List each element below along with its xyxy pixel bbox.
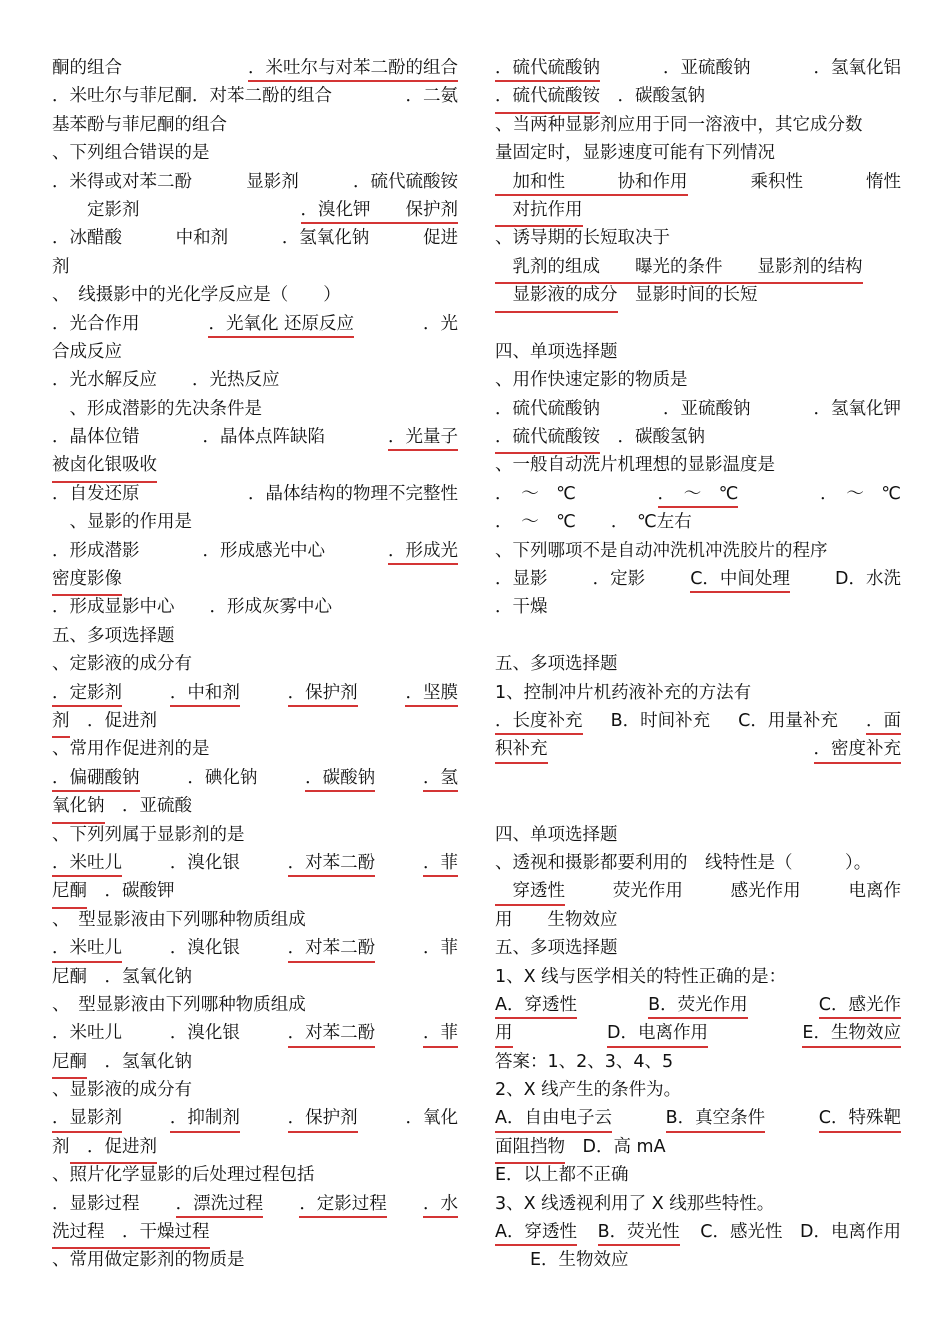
text-segment: ．亚硫酸 <box>104 796 192 817</box>
answer-underlined: ．对苯二酚 <box>288 934 376 962</box>
text-segment: ．亚硫酸钠 <box>663 58 751 78</box>
text-line <box>495 537 901 565</box>
text-line <box>495 451 901 479</box>
text-line <box>495 707 901 735</box>
text-segment: 五、多项选择题 <box>495 938 618 959</box>
text-line <box>52 1076 458 1104</box>
text-line <box>52 395 458 423</box>
text-segment: ．氢氧化钠 <box>87 966 192 987</box>
answer-underlined: ．定影过程 <box>299 1190 387 1218</box>
text-segment: 、定影液的成分有 <box>52 654 192 675</box>
answer-underlined: 尼酮 <box>52 1048 87 1079</box>
answer-underlined: D．电离作用 <box>607 1019 708 1047</box>
answer-underlined: ．坚膜 <box>405 679 458 707</box>
answer-underlined: C．特殊靶 <box>819 1104 901 1132</box>
text-segment: ．米得或对苯二酚 <box>52 171 192 192</box>
text-segment: ．硫代硫酸铵 <box>353 171 458 192</box>
text-segment: 答案：1、2、3、4、5 <box>495 1051 674 1072</box>
text-line <box>52 1190 458 1218</box>
text-line <box>495 54 901 82</box>
text-line <box>52 877 458 905</box>
text-line <box>52 1104 458 1132</box>
text-segment: ．显影 <box>495 569 548 590</box>
answer-underlined: ．光量子 <box>388 423 458 451</box>
text-line <box>495 196 901 224</box>
text-line <box>52 1019 458 1047</box>
answer-underlined: ． ～ ℃ <box>658 480 739 508</box>
text-segment: 、下列组合错误的是 <box>52 143 210 164</box>
text-segment: ．菲 <box>422 938 458 959</box>
text-line <box>495 423 901 451</box>
answer-underlined: 用 <box>495 1019 513 1047</box>
text-line <box>495 821 901 849</box>
text-line <box>495 168 901 196</box>
text-segment: D．水洗 <box>835 569 901 590</box>
text-segment: 显影时间的长短 <box>617 285 758 306</box>
answer-underlined: ．菲 <box>423 1019 458 1047</box>
text-line <box>52 1246 458 1274</box>
answer-underlined: E．生物效应 <box>802 1019 901 1047</box>
text-segment: ．光合作用 <box>52 313 140 334</box>
answer-underlined: ．对苯二酚 <box>288 1019 376 1047</box>
text-segment: 、下列哪项不是自动冲洗机冲洗胶片的程序 <box>495 540 828 561</box>
text-line <box>495 508 901 536</box>
text-segment: 用 生物效应 <box>495 909 618 930</box>
text-segment: ．氧化 <box>405 1108 458 1129</box>
text-segment: E．以上都不正确 <box>495 1165 629 1186</box>
text-segment: E．生物效应 <box>495 1250 629 1271</box>
answer-underlined: ．硫代硫酸铵 <box>495 423 600 454</box>
text-segment: ．形成显影中心 ．形成灰雾中心 <box>52 597 332 618</box>
text-segment: 荧光作用 <box>612 881 683 902</box>
text-line <box>495 877 901 905</box>
text-line <box>52 366 458 394</box>
answer-underlined: ．抑制剂 <box>170 1104 240 1132</box>
text-segment: ．自发还原 <box>52 483 140 504</box>
text-segment: ． ～ ℃ <box>495 512 576 533</box>
text-segment: 、 型显影液由下列哪种物质组成 <box>52 909 306 930</box>
text-line <box>52 451 458 479</box>
text-line <box>495 1218 901 1246</box>
text-line <box>52 508 458 536</box>
text-segment: 酮的组合 <box>52 58 122 78</box>
text-line <box>52 224 458 252</box>
text-line <box>495 1133 901 1161</box>
answer-underlined: B．荧光性 <box>598 1218 680 1246</box>
text-segment: 、下列列属于显影剂的是 <box>52 824 245 845</box>
text-line <box>52 253 458 281</box>
text-segment: ．米吐尔与菲尼酮．对苯二酚的组合 <box>52 86 332 107</box>
answer-underlined: ．密度补充 <box>814 735 902 763</box>
text-line <box>52 906 458 934</box>
text-segment: 尼酮 <box>52 966 87 987</box>
text-segment: ．亚硫酸钠 <box>663 398 751 419</box>
text-segment: 、一般自动洗片机理想的显影温度是 <box>495 455 775 476</box>
text-line <box>52 1133 458 1161</box>
blank-line <box>495 792 901 820</box>
answer-underlined: 被卤化银吸收 <box>52 451 157 482</box>
text-line <box>495 224 901 252</box>
text-line <box>52 168 458 196</box>
text-segment: 四、单项选择题 <box>495 824 618 845</box>
text-line <box>495 82 901 110</box>
text-segment: ．氢氧化铝 <box>813 58 901 78</box>
answer-underlined: 穿透性 <box>495 877 565 905</box>
text-segment: 2、X 线产生的条件为。 <box>495 1080 682 1101</box>
text-segment: 剂 <box>52 256 70 277</box>
answer-underlined: 尼酮 <box>52 877 87 908</box>
text-segment: ．显影过程 <box>52 1193 140 1214</box>
text-line <box>495 1161 901 1189</box>
text-line <box>495 281 901 309</box>
text-segment: ． ～ ℃ <box>495 483 576 504</box>
text-line <box>495 1019 901 1047</box>
answer-underlined: ．溴化钾 保护剂 <box>301 196 459 224</box>
text-line <box>52 934 458 962</box>
text-line <box>495 1104 901 1132</box>
text-line <box>495 111 901 139</box>
answer-underlined: ．形成光 <box>388 537 458 565</box>
text-line <box>52 565 458 593</box>
text-segment: ．溴化银 <box>169 852 240 873</box>
text-line <box>495 1076 901 1104</box>
text-line <box>52 593 458 621</box>
text-segment: ．氢氧化钠 <box>281 228 370 249</box>
answer-underlined: ．定影剂 <box>52 679 122 707</box>
answer-underlined: C．中间处理 <box>690 565 790 593</box>
text-line <box>495 565 901 593</box>
text-segment: ．促进剂 <box>69 710 157 731</box>
blank-line <box>495 310 901 338</box>
text-segment: 中和剂 <box>175 228 229 249</box>
text-segment: 、形成潜影的先决条件是 <box>52 398 262 419</box>
text-segment: 、诱导期的长短取决于 <box>495 228 670 249</box>
answer-underlined: ．硫代硫酸铵 <box>495 82 600 113</box>
text-segment: ．冰醋酸 <box>52 228 122 249</box>
text-line <box>52 821 458 849</box>
text-line <box>495 934 901 962</box>
answer-underlined: ．对苯二酚 <box>288 849 376 877</box>
answer-underlined: ．偏硼酸钠 <box>52 764 140 792</box>
answer-underlined: ．菲 <box>423 849 458 877</box>
text-segment: ． ～ ℃ <box>820 483 901 504</box>
text-line <box>52 735 458 763</box>
text-segment: ． ℃左右 <box>575 512 692 533</box>
blank-line <box>495 622 901 650</box>
text-line <box>52 679 458 707</box>
answer-underlined: A．穿透性 <box>495 1218 577 1246</box>
text-line <box>495 253 901 281</box>
answer-underlined: ．米吐尔与对苯二酚的组合 <box>248 54 458 82</box>
answer-underlined: 积补充 <box>495 735 548 763</box>
text-segment: 、常用做定影剂的物质是 <box>52 1250 245 1271</box>
answer-underlined: ．长度补充 <box>495 707 583 735</box>
text-segment: ．晶体点阵缺陷 <box>202 427 325 448</box>
answer-underlined: ．保护剂 <box>288 1104 358 1132</box>
left-column <box>52 54 458 1275</box>
text-segment: 、 型显影液由下列哪种物质组成 <box>52 994 306 1015</box>
text-segment: ．溴化银 <box>169 1023 240 1044</box>
text-line <box>52 650 458 678</box>
answer-underlined: ．漂洗过程 <box>176 1190 264 1218</box>
text-segment: 四、单项选择题 <box>495 341 618 362</box>
answer-underlined: ．显影剂 <box>52 1104 122 1132</box>
text-segment: 剂 <box>52 1136 70 1157</box>
right-column <box>495 54 901 1275</box>
text-segment: ．氢氧化钾 <box>813 398 901 419</box>
text-segment: 1、X 线与医学相关的特性正确的是： <box>495 966 787 987</box>
text-line <box>52 764 458 792</box>
text-line <box>52 1048 458 1076</box>
text-segment: ．碳酸钾 <box>87 881 175 902</box>
text-line <box>52 537 458 565</box>
text-line <box>495 593 901 621</box>
answer-underlined: ．碳酸钠 <box>305 764 375 792</box>
text-segment: 、用作快速定影的物质是 <box>495 370 688 391</box>
text-line <box>495 480 901 508</box>
answer-underlined: ．干燥过程 <box>105 1218 210 1249</box>
text-segment: ．碳酸氢钠 <box>600 427 705 448</box>
text-segment: 合成反应 <box>52 341 122 362</box>
text-segment: C．感光性 D．电离作用 <box>700 1222 901 1243</box>
text-segment: 、透视和摄影都要利用的 线特性是（ ）。 <box>495 852 872 873</box>
answer-underlined: 剂 <box>52 707 70 738</box>
answer-underlined: B．荧光作用 <box>648 991 748 1019</box>
answer-underlined: ．氢 <box>423 764 458 792</box>
text-line <box>52 1161 458 1189</box>
text-segment: 、显影的作用是 <box>52 512 192 533</box>
text-line <box>495 139 901 167</box>
answer-underlined: ．面 <box>866 707 901 735</box>
text-line <box>495 650 901 678</box>
text-line <box>495 991 901 1019</box>
text-segment: 五、多项选择题 <box>495 654 618 675</box>
text-segment: ．碳酸氢钠 <box>600 86 705 107</box>
text-line <box>495 395 901 423</box>
answer-underlined: ．促进剂 <box>70 1133 158 1164</box>
text-line <box>52 849 458 877</box>
text-line <box>52 991 458 1019</box>
answer-underlined: 乳剂的组成 曝光的条件 显影剂的结构 <box>495 253 863 284</box>
text-segment: 基苯酚与菲尼酮的组合 <box>52 114 227 135</box>
text-segment: ．二氨 <box>405 86 458 107</box>
text-segment: 电离作 <box>848 881 901 902</box>
text-segment: 显影剂 <box>246 171 299 192</box>
text-line <box>495 963 901 991</box>
text-segment: 3、X 线透视利用了 X 线那些特性。 <box>495 1193 775 1214</box>
text-line <box>495 338 901 366</box>
text-segment: ．晶体位错 <box>52 427 140 448</box>
answer-underlined: ．硫代硫酸钠 <box>495 54 600 82</box>
text-line <box>52 196 458 224</box>
answer-underlined: ．米吐儿 <box>52 934 122 962</box>
text-line <box>52 281 458 309</box>
answer-underlined: ．保护剂 <box>288 679 358 707</box>
answer-underlined: B．真空条件 <box>666 1104 766 1132</box>
text-segment: ．米吐儿 <box>52 1023 122 1044</box>
text-line <box>52 707 458 735</box>
text-line <box>495 366 901 394</box>
text-segment: ．晶体结构的物理不完整性 <box>248 483 458 504</box>
text-segment: C．用量补充 <box>738 710 838 731</box>
text-line <box>52 1218 458 1246</box>
text-segment: 、 线摄影中的光化学反应是（ ） <box>52 285 341 306</box>
answer-underlined: ．水 <box>423 1190 458 1218</box>
blank-line <box>495 764 901 792</box>
answer-underlined: C．感光作 <box>819 991 901 1019</box>
text-segment: 乘积性 <box>750 171 803 192</box>
text-segment: 量固定时，显影速度可能有下列情况 <box>495 143 775 164</box>
text-line <box>495 849 901 877</box>
text-line <box>52 139 458 167</box>
text-segment: 、常用作促进剂的是 <box>52 739 210 760</box>
answer-underlined: 显影液的成分 <box>495 281 618 312</box>
text-segment: ．干燥 <box>495 597 548 618</box>
text-line <box>52 111 458 139</box>
text-segment: ．氢氧化钠 <box>87 1051 192 1072</box>
text-line <box>495 679 901 707</box>
text-segment: 、显影液的成分有 <box>52 1080 192 1101</box>
text-line <box>52 622 458 650</box>
text-line <box>52 792 458 820</box>
answer-underlined: 对抗作用 <box>495 196 583 227</box>
text-segment: 、照片化学显影的后处理过程包括 <box>52 1165 315 1186</box>
text-segment: ．形成感光中心 <box>202 540 325 561</box>
text-line <box>52 82 458 110</box>
text-segment: ．溴化银 <box>169 938 240 959</box>
text-line <box>495 1190 901 1218</box>
answer-underlined: A．穿透性 <box>495 991 577 1019</box>
text-segment: 1、控制冲片机药液补充的方法有 <box>495 682 752 703</box>
text-segment: ．形成潜影 <box>52 540 140 561</box>
answer-underlined: ．光氧化 还原反应 <box>208 310 354 338</box>
answer-underlined: 面阻挡物 <box>495 1133 565 1164</box>
text-line <box>52 338 458 366</box>
answer-underlined: 氧化钠 <box>52 792 105 823</box>
answer-underlined: 密度影像 <box>52 565 122 596</box>
text-line <box>52 54 458 82</box>
answer-underlined: ．中和剂 <box>170 679 240 707</box>
text-line <box>52 310 458 338</box>
text-segment: B．时间补充 <box>610 710 711 731</box>
text-segment: 定影剂 <box>52 199 140 220</box>
text-segment: ．硫代硫酸钠 <box>495 398 600 419</box>
answer-underlined: 加和性 协和作用 <box>495 168 688 196</box>
text-line <box>495 1048 901 1076</box>
text-line <box>52 963 458 991</box>
text-line <box>52 423 458 451</box>
text-line <box>495 735 901 763</box>
text-segment: ．光 <box>423 313 458 334</box>
text-segment: 五、多项选择题 <box>52 625 175 646</box>
text-segment: D．高 mA <box>565 1136 666 1157</box>
text-line <box>495 1246 901 1274</box>
text-segment: 促进 <box>422 228 458 249</box>
answer-underlined: A．自由电子云 <box>495 1104 612 1132</box>
text-segment: 感光作用 <box>730 881 801 902</box>
text-segment: 、当两种显影剂应用于同一溶液中，其它成分数 <box>495 114 863 135</box>
text-segment: 惰性 <box>866 171 901 192</box>
text-segment: ．定影 <box>592 569 646 590</box>
text-line <box>52 480 458 508</box>
text-line <box>495 906 901 934</box>
text-segment: ．光水解反应 ．光热反应 <box>52 370 280 391</box>
answer-underlined: ．米吐儿 <box>52 849 122 877</box>
answer-underlined: 洗过程 <box>52 1218 105 1249</box>
text-segment: ．碘化钠 <box>187 767 258 788</box>
